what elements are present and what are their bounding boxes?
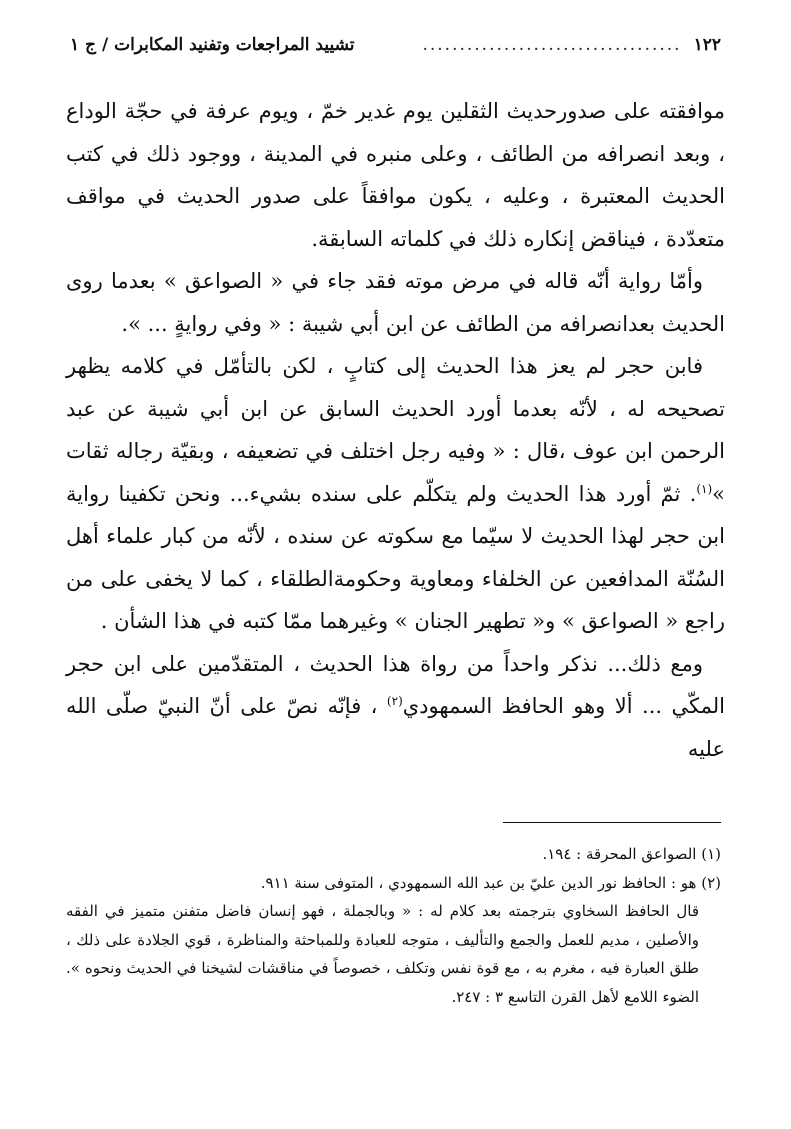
paragraph	[66, 260, 725, 345]
main-text	[66, 90, 725, 770]
paragraph-text-continued: . ثمّ أورد هذا الحديث ولم يتكلّم على سنده بشيء... ونحن تكفينا رواية ابن حجر لهذا الحديث لا سيّما مع سكوته عن سنده ، لأنّه من كبار علماء أهل السُنّة المدافعين عن الخلفاء ومعاوية وحكومةالطلقاء ، كما لا يخفى على من راجع « الصواعق » و« تطهير الجنان » وغيرهما ممّا كتبه في هذا الشأن .	[66, 481, 725, 633]
footnote-1: (١) الصواعق المحرقة : ١٩٤.	[542, 845, 721, 863]
paragraph-text: ومع ذلك... نذكر واحداً من رواة هذا الحديث ، المتقدّمين على ابن حجر المكّي ... ألا وهو الحافظ السمهودي	[66, 651, 725, 718]
footnote-separator	[503, 822, 721, 823]
footnote-2-quote: قال الحافظ السخاوي بترجمته بعد كلام له : « وبالجملة ، فهو إنسان فاضل متفنن متميز في الفقه والأصلين ، مديم للعمل والجمع والتأليف ، متوجه للعبادة وللمباحثة والمناظرة ، قوي الجلادة على ذلك ، طلق العبارة فيه ، مغرم به ، مع قوة نفس وتكلف ، خصوصاً في مناقشات لشيخنا في الحديث ونحوه ». الضوء اللامع لأهل القرن التاسع ٣ : ٢٤٧.	[66, 902, 699, 1006]
paragraph-text: موافقته على صدورحديث الثقلين يوم غدير خمّ ، ويوم عرفة في حجّة الوداع ، وبعد انصرافه من الطائف ، وعلى منبره في المدينة ، ووجود ذلك في كتب الحديث المعتبرة ، وعليه ، يكون موافقاً على صدور الحديث في مواقف متعدّدة ، فيناقض إنكاره ذلك في كلماته السابقة.	[66, 99, 725, 251]
paragraph	[66, 643, 725, 771]
footnote-marker[interactable]: (٢)	[386, 694, 403, 708]
paragraph-text: وأمّا رواية أنّه قاله في مرض موته فقد جاء في « الصواعق » بعدما روى الحديث بعدانصرافه من الطائف عن ابن أبي شيبة : « وفي روايةٍ ... ».	[66, 269, 725, 336]
running-title: تشييد المراجعات وتفنيد المكابرات / ج ١	[70, 35, 355, 55]
page-number: ١٢٢	[693, 35, 721, 55]
header-leader-dots: ...................................	[422, 35, 682, 55]
footnote-marker[interactable]: (١)	[696, 481, 713, 496]
paragraph	[66, 90, 725, 260]
paragraph	[66, 345, 725, 643]
paragraph-text: فابن حجر لم يعز هذا الحديث إلى كتابٍ ، لكن بالتأمّل في كلامه يظهر تصحيحه له ، لأنّه بعدما أورد الحديث السابق عن ابن أبي شيبة عن عبد الرحمن ابن عوف ،قال : « وفيه رجل اختلف في تضعيفه ، وبقيّة رجاله ثقات »	[66, 354, 725, 506]
paragraph-text-continued: ، فإنّه نصّ على أنّ النبيّ صلّى الله عليه	[66, 694, 725, 761]
footnotes	[66, 840, 721, 1011]
page-header	[70, 30, 721, 60]
footnote-2: (٢) هو : الحافظ نور الدين عليّ بن عبد الله السمهودي ، المتوفى سنة ٩١١.	[260, 873, 721, 892]
